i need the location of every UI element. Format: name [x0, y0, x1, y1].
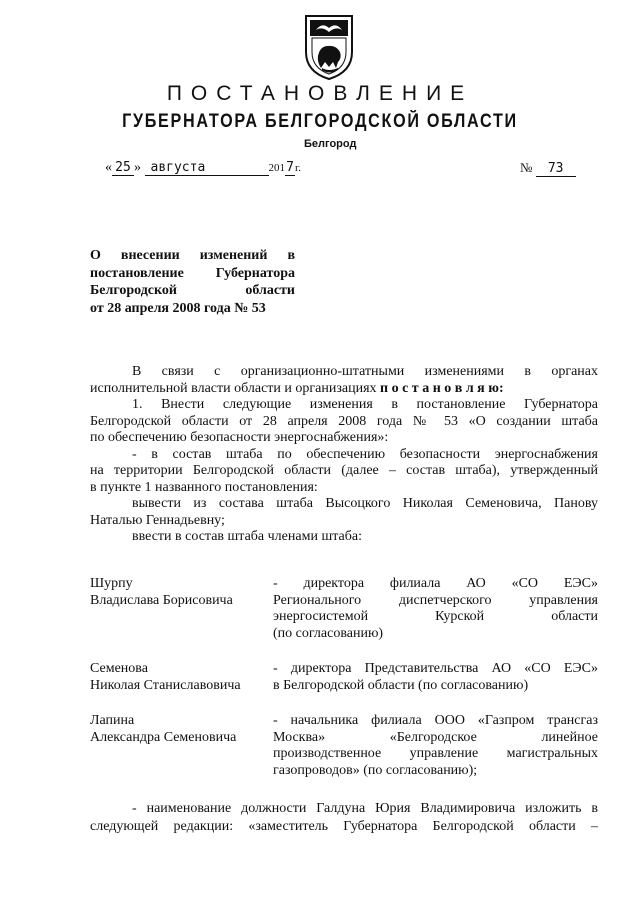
body-line: - в состав штаба по обеспечению безопасности энергоснабжения — [132, 446, 598, 462]
member-name — [90, 576, 270, 609]
position-line: (по согласованию) — [273, 625, 384, 641]
date-quote-open: « — [105, 160, 112, 175]
document-subject — [90, 247, 295, 317]
issuing-authority: ГУБЕРНАТОРА БЕЛГОРОДСКОЙ ОБЛАСТИ — [122, 111, 518, 132]
body-line: Наталью Геннадьевну; — [90, 512, 225, 528]
position-line: производственное управление магистральных — [273, 746, 598, 761]
member-name — [90, 713, 270, 746]
subject-line: О внесении изменений в — [90, 248, 295, 263]
body-line: 1. Внести следующие изменения в постановление Губернатора — [132, 397, 598, 412]
date-month: августа — [145, 160, 269, 176]
member-surname: Семенова — [90, 661, 148, 676]
body-line — [90, 381, 598, 398]
body-line: в пункте 1 названного постановления: — [90, 479, 318, 495]
body-line: по обеспечению безопасности энергоснабжения»: — [90, 430, 389, 445]
body-line: В связи с организационно-штатными изменениями в органах — [132, 364, 598, 379]
document-number — [520, 160, 576, 177]
position-line: - директора Представительства АО «СО ЕЭС» — [273, 661, 598, 676]
body-line: на территории Белгородской области (далее – состав штаба), утвержденный — [90, 463, 598, 478]
member-position — [273, 661, 598, 694]
member-name — [90, 661, 270, 694]
position-line: Регионального диспетчерского управления — [273, 592, 598, 608]
position-line: в Белгородской области (по согласованию) — [273, 677, 529, 693]
date-year-prefix: 201 — [268, 162, 285, 174]
body-line: следующей редакции: «заместитель Губернатора Белгородской области – — [90, 818, 598, 834]
document-body — [90, 364, 598, 546]
document-date — [105, 160, 301, 176]
document-type-title: ПОСТАНОВЛЕНИЕ — [166, 82, 474, 105]
member-given-name: Владислава Борисовича — [90, 592, 233, 608]
body-line: вывести из состава штаба Высоцкого Николая Семеновича, Панову — [132, 496, 598, 511]
date-year-end: г. — [295, 162, 302, 174]
body-line: - наименование должности Галдуна Юрия Владимировича изложить в — [132, 801, 598, 816]
date-year-suffix: 7 — [286, 160, 294, 175]
position-line: - начальника филиала ООО «Газпром трансгаз — [273, 713, 598, 728]
document-body-continued — [90, 800, 598, 835]
subject-line: постановление Губернатора — [90, 265, 295, 281]
member-surname: Шурпу — [90, 576, 133, 591]
body-line: Белгородской области от 28 апреля 2008 года № 53 «О создании штаба — [90, 413, 598, 429]
date-day: 25 — [112, 160, 134, 176]
number-prefix: № — [520, 160, 533, 175]
member-position — [273, 713, 598, 779]
body-text: исполнительной власти области и организациях — [90, 380, 377, 396]
coat-of-arms-emblem — [302, 12, 356, 82]
city-name: Белгород — [304, 138, 357, 150]
member-given-name: Александра Семеновича — [90, 729, 237, 745]
position-line: энергосистемой Курской области — [273, 609, 598, 624]
position-line: - директора филиала АО «СО ЕЭС» — [273, 576, 598, 591]
subject-line: от 28 апреля 2008 года № 53 — [90, 300, 266, 316]
subject-line: Белгородской области — [90, 283, 295, 298]
position-line: газопроводов» (по согласованию); — [273, 762, 478, 778]
resolve-emphasis: п о с т а н о в л я ю: — [380, 380, 504, 396]
date-quote-close: » — [134, 160, 141, 175]
member-position — [273, 576, 598, 642]
number-value: 73 — [536, 161, 576, 177]
body-line: ввести в состав штаба членами штаба: — [132, 529, 362, 544]
member-surname: Лапина — [90, 713, 135, 728]
member-given-name: Николая Станиславовича — [90, 677, 241, 693]
position-line: Москва» «Белгородское линейное — [273, 729, 598, 745]
